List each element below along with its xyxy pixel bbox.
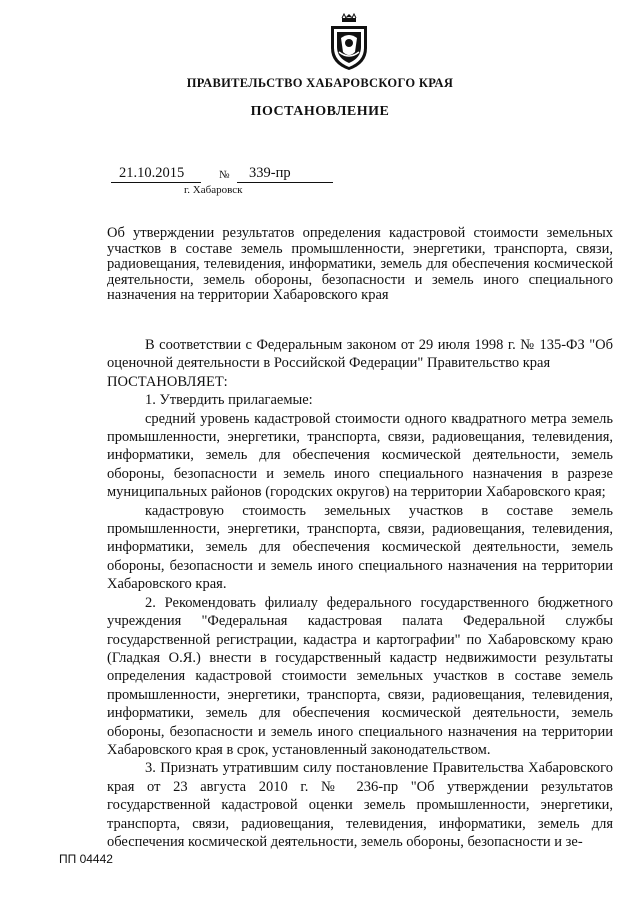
registration-block — [107, 164, 337, 204]
number-sign: № — [219, 169, 230, 181]
item3-paragraph: 3. Признать утратившим силу постановление Правительства Хабаровского края от 23 августа 2010 г. № 236-пр "Об утверждении результатов государственной кадастровой оценки земель промышленности, энергетики, транспорта, связи, радиовещания, телевидения, информатики, земель для обеспечения космической деятельности, земель обороны, безопасности и зе- — [107, 760, 613, 850]
city: г. Хабаровск — [184, 184, 243, 196]
item1-b-paragraph: кадастровую стоимость земельных участков в составе земель промышленности, энергетики, транспорта, связи, радиовещания, телевидения, информатики, земель для обеспечения космической деятельности, земель обороны, безопасности и земель иного специального назначения на территории Хабаровского края. — [107, 502, 613, 593]
document-number: 339-пр — [237, 164, 333, 183]
item2-paragraph: 2. Рекомендовать филиалу федерального государственного бюджетного учреждения "Федеральная кадастровая палата Федеральной службы государственной регистрации, кадастра и картографии" по Хабаровскому краю (Гладкая О.Я.) внести в государственный кадастр недвижимости результаты определения кадастровой стоимости земельных участков в составе земель промышленности, энергетики, транспорта, связи, радиовещания, телевидения, информатики, земель для обеспечения космической деятельности, земель обороны, безопасности и земель иного специального назначения на территории Хабаровского края в срок, установленный законодательством. — [107, 594, 613, 758]
decree-word: ПОСТАНОВЛЯЕТ: — [107, 373, 228, 390]
footer-code: ПП 04442 — [59, 852, 113, 866]
document-type: ПОСТАНОВЛЕНИЕ — [250, 104, 390, 119]
item1-intro: 1. Утвердить прилагаемые: — [145, 392, 313, 409]
document-date: 21.10.2015 — [111, 164, 201, 183]
document-body — [107, 336, 613, 851]
organization-name: ПРАВИТЕЛЬСТВО ХАБАРОВСКОГО КРАЯ — [186, 76, 454, 90]
preamble-paragraph: В соответствии с Федеральным законом от 29 июля 1998 г. № 135-ФЗ "Об оценочной деятельности в Российской Федерации" Правительство края — [107, 337, 613, 372]
item1-a-paragraph: средний уровень кадастровой стоимости одного квадратного метра земель промышленности, энергетики, транспорта, связи, радиовещания, телевидения, информатики, земель для обеспечения космической деятельности, земель обороны, безопасности и земель иного специального назначения в разрезе муниципальных районов (городских округов) на территории Хабаровского края; — [107, 410, 613, 501]
coat-of-arms-icon — [325, 12, 373, 72]
document-subject: Об утверждении результатов определения кадастровой стоимости земельных участков в составе земель промышленности, энергетики, транспорта, связи, радиовещания, телевидения, информатики, земель для обеспечения космической деятельности, земель обороны, безопасности и земель иного специального назначения на территории Хабаровского края — [107, 225, 613, 303]
